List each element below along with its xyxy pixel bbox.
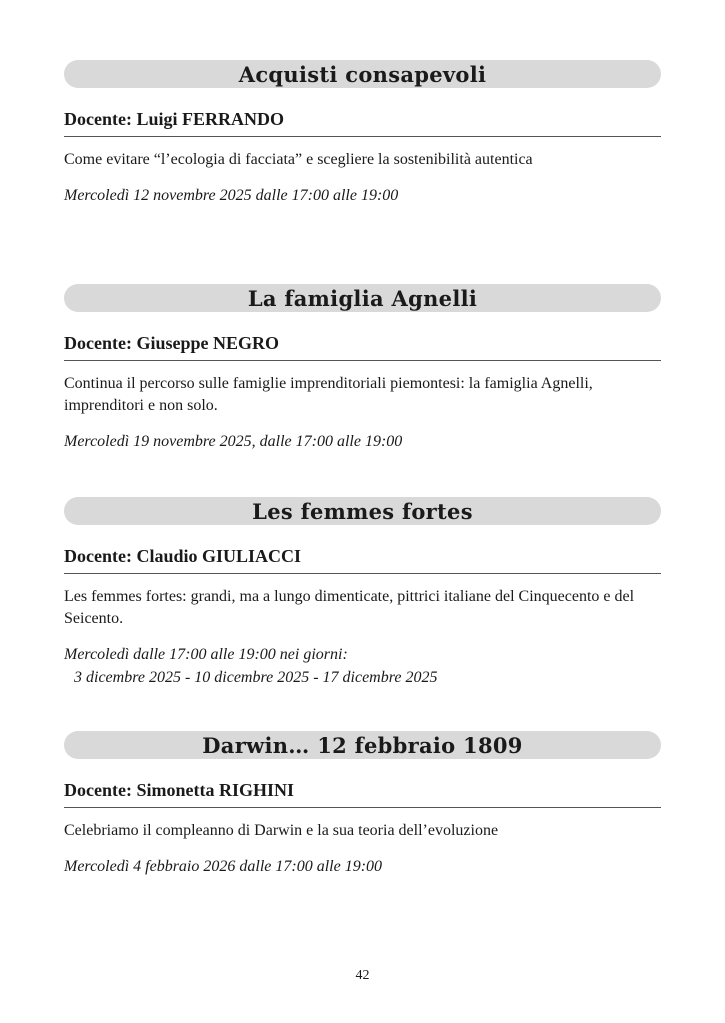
- course-schedule-dates: 3 dicembre 2025 - 10 dicembre 2025 - 17 dicembre 2025: [74, 669, 438, 686]
- course-schedule: [64, 855, 661, 878]
- course-block: [64, 60, 661, 207]
- course-teacher: Docente: Simonetta RIGHINI: [64, 779, 661, 808]
- course-title-bar: [64, 497, 661, 525]
- course-teacher: Docente: Giuseppe NEGRO: [64, 332, 661, 361]
- course-schedule-line: Mercoledì 4 febbraio 2026 dalle 17:00 alle 19:00: [64, 858, 383, 875]
- course-block: [64, 284, 661, 453]
- course-block: [64, 497, 661, 689]
- course-title: Acquisti consapevoli: [238, 61, 487, 87]
- page-number: 42: [355, 968, 370, 983]
- course-schedule: [64, 184, 661, 207]
- course-schedule-line: Mercoledì 19 novembre 2025, dalle 17:00 alle 19:00: [64, 433, 403, 450]
- course-title-bar: [64, 284, 661, 312]
- course-teacher: Docente: Luigi FERRANDO: [64, 108, 661, 137]
- course-description: Celebriamo il compleanno di Darwin e la sua teoria dell’evoluzione: [64, 822, 499, 839]
- course-title-bar: [64, 731, 661, 759]
- course-schedule: [64, 643, 661, 689]
- course-title: La famiglia Agnelli: [247, 285, 478, 311]
- course-description: Come evitare “l’ecologia di facciata” e scegliere la sostenibilità autentica: [64, 151, 533, 168]
- course-description: Continua il percorso sulle famiglie imprenditoriali piemontesi: la famiglia Agnelli, imprenditori e non solo.: [64, 375, 593, 414]
- course-schedule-line: Mercoledì dalle 17:00 alle 19:00 nei giorni:: [64, 646, 348, 663]
- course-description: Les femmes fortes: grandi, ma a lungo dimenticate, pittrici italiane del Cinquecento e del Seicento.: [64, 588, 635, 627]
- course-title: Les femmes fortes: [252, 498, 473, 524]
- course-schedule-line: Mercoledì 12 novembre 2025 dalle 17:00 alle 19:00: [64, 187, 399, 204]
- course-schedule: [64, 430, 661, 453]
- course-teacher: Docente: Claudio GIULIACCI: [64, 545, 661, 574]
- course-title: Darwin… 12 febbraio 1809: [202, 732, 523, 758]
- course-block: [64, 731, 661, 878]
- course-title-bar: [64, 60, 661, 88]
